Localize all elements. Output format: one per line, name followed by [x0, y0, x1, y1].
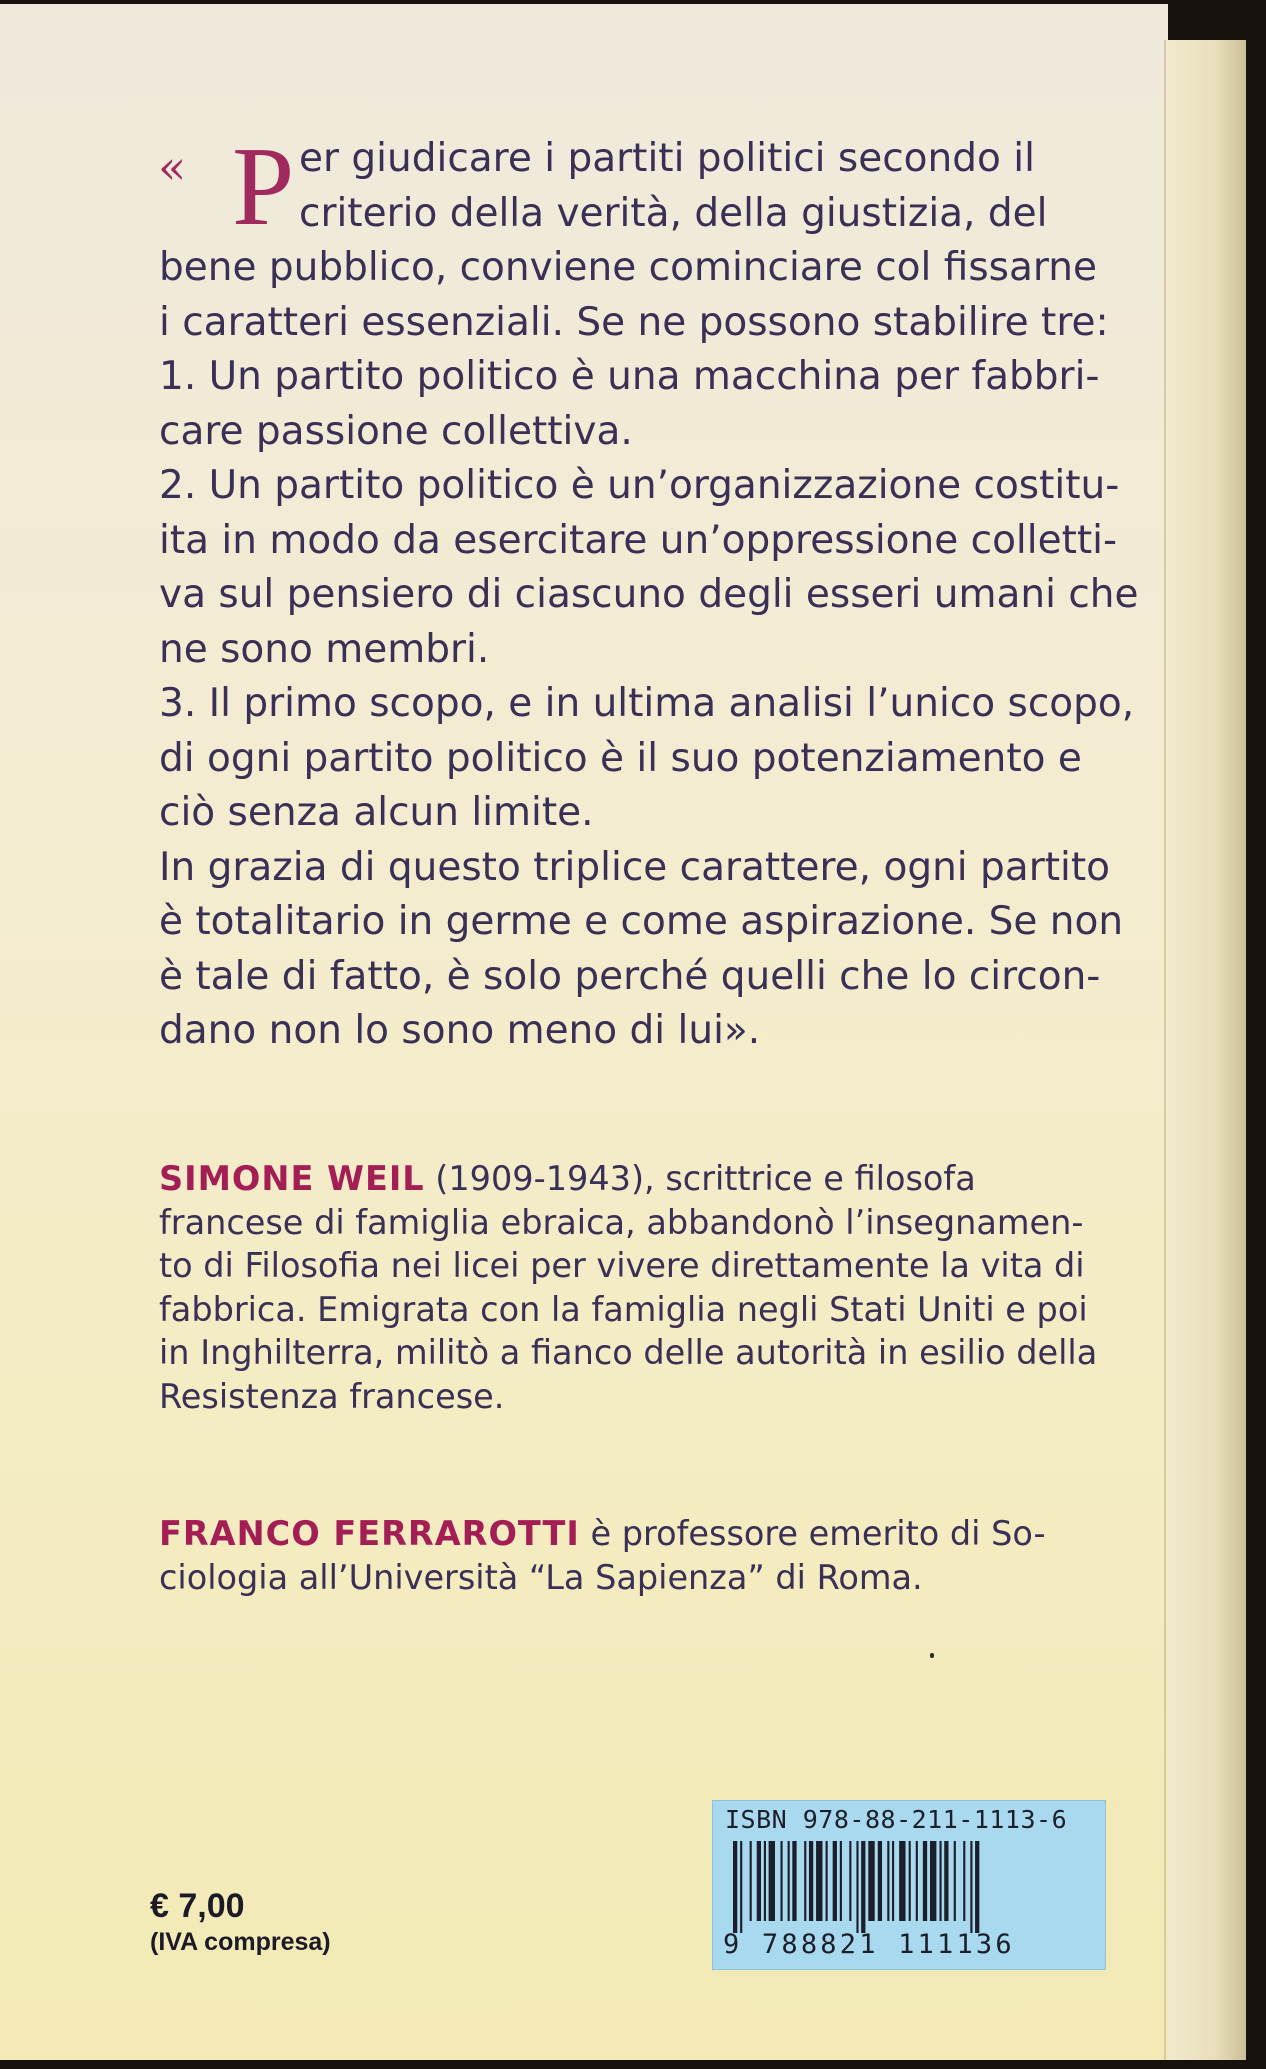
barcode-bar [764, 1841, 766, 1921]
barcode-bar [887, 1841, 889, 1921]
isbn-barcode-box [712, 1800, 1106, 1970]
quote-line: ita in modo da esercitare un’oppressione colletti- [159, 517, 1118, 563]
barcode-bar [833, 1841, 837, 1921]
bio-line: ciologia all’Università “La Sapienza” di Roma. [159, 1557, 923, 1597]
barcode-bar [963, 1841, 965, 1921]
quote-line: ne sono membri. [159, 626, 490, 672]
barcode-bar [975, 1841, 979, 1933]
barcode-bar [899, 1841, 905, 1921]
barcode-bar [740, 1841, 742, 1933]
page-edge-line [1164, 40, 1166, 2060]
barcode-bar [733, 1841, 737, 1933]
quote-line: è totalitario in germe e come aspirazione. Se non [159, 899, 1124, 944]
quote-line: 1. Un partito politico è una macchina per fabbri- [159, 354, 1100, 399]
barcode-bar [954, 1841, 956, 1921]
quote-line: va sul pensiero di ciascuno degli esseri umani che [159, 572, 1139, 617]
quote-line: 2. Un partito politico è un’organizzazione costitu- [159, 463, 1120, 508]
quote-line: er giudicare i partiti politici secondo il [299, 136, 1035, 181]
barcode-bar [769, 1841, 775, 1921]
quote-line: è tale di fatto, è solo perché quelli che lo circon- [159, 953, 1101, 999]
barcode-bar [861, 1841, 865, 1933]
author-name-weil: SIMONE WEIL [159, 1159, 425, 1198]
quote-line: i caratteri essenziali. Se ne possono stabilire tre: [159, 299, 1109, 345]
editor-bio-ferrarotti [159, 1512, 1099, 1599]
quote-line: ciò senza alcun limite. [159, 790, 594, 835]
opening-guillemet: « [158, 140, 187, 194]
ink-speck [930, 1653, 934, 1658]
barcode-bar [804, 1841, 806, 1921]
barcode-bar [788, 1841, 790, 1921]
barcode-bar [792, 1841, 796, 1921]
barcode-bar [923, 1841, 927, 1921]
bio-line: to di Filosofia nei licei per vivere direttamente la vita di [159, 1246, 1085, 1285]
barcode-bar [849, 1841, 851, 1921]
bio-first-line [159, 1157, 1099, 1201]
page-edge [1168, 40, 1246, 2060]
bio-line: Resistenza francese. [159, 1376, 505, 1416]
bio-first-line [159, 1512, 1099, 1556]
barcode-bar [939, 1841, 941, 1921]
barcode-bar [944, 1841, 948, 1921]
quote-line: bene pubblico, conviene cominciare col fissarne [159, 245, 1097, 290]
barcode-bar [868, 1841, 874, 1921]
barcode-bar [750, 1841, 752, 1921]
quote-line: dano non lo sono meno di lui». [159, 1008, 761, 1053]
barcode-bar [878, 1841, 882, 1921]
quote-line: care passione collettiva. [159, 408, 633, 454]
bio-line: (1909-1943), scrittrice e filosofa [424, 1159, 976, 1198]
barcode-bar [970, 1841, 972, 1933]
price-block [150, 1886, 331, 1958]
author-name-ferrarotti: FRANCO FERRAROTTI [159, 1514, 580, 1553]
bio-line: in Inghilterra, militò a fianco delle autorità in esilio della [159, 1333, 1098, 1372]
quote-line: 3. Il primo scopo, e in ultima analisi l’unico scopo, [159, 681, 1135, 726]
author-bio-weil [159, 1157, 1099, 1418]
barcode-bar [816, 1841, 822, 1921]
isbn-digits: 9 788821 111136 [723, 1929, 1015, 1960]
barcode-bar [892, 1841, 894, 1921]
quote-line: di ogni partito politico è il suo potenziamento e [159, 735, 1082, 781]
barcode-bar [757, 1841, 761, 1921]
drop-cap: P [232, 125, 295, 249]
price-value: € 7,00 [150, 1887, 245, 1925]
barcode-bar [909, 1841, 911, 1921]
barcode-bar [780, 1841, 782, 1921]
quote-line: criterio della verità, della giustizia, del [299, 190, 1048, 236]
price-note: (IVA compresa) [150, 1928, 331, 1956]
blurb-quote [159, 125, 1139, 1059]
barcode-bar [826, 1841, 828, 1921]
barcode-icon [733, 1841, 1089, 1933]
barcode-bar [809, 1841, 813, 1921]
bio-line: francese di famiglia ebraica, abbandonò l’insegnamen- [159, 1202, 1084, 1242]
quote-line: In grazia di questo triplice carattere, ogni partito [159, 844, 1111, 890]
bio-line: fabbrica. Emigrata con la famiglia negli Stati Uniti e poi [159, 1289, 1088, 1329]
isbn-label: ISBN 978-88-211-1113-6 [725, 1805, 1068, 1834]
barcode-bar [916, 1841, 918, 1921]
barcode-bar [856, 1841, 858, 1933]
barcode-bar [840, 1841, 842, 1921]
barcode-bar [930, 1841, 936, 1921]
bio-line: è professore emerito di So- [579, 1514, 1046, 1553]
